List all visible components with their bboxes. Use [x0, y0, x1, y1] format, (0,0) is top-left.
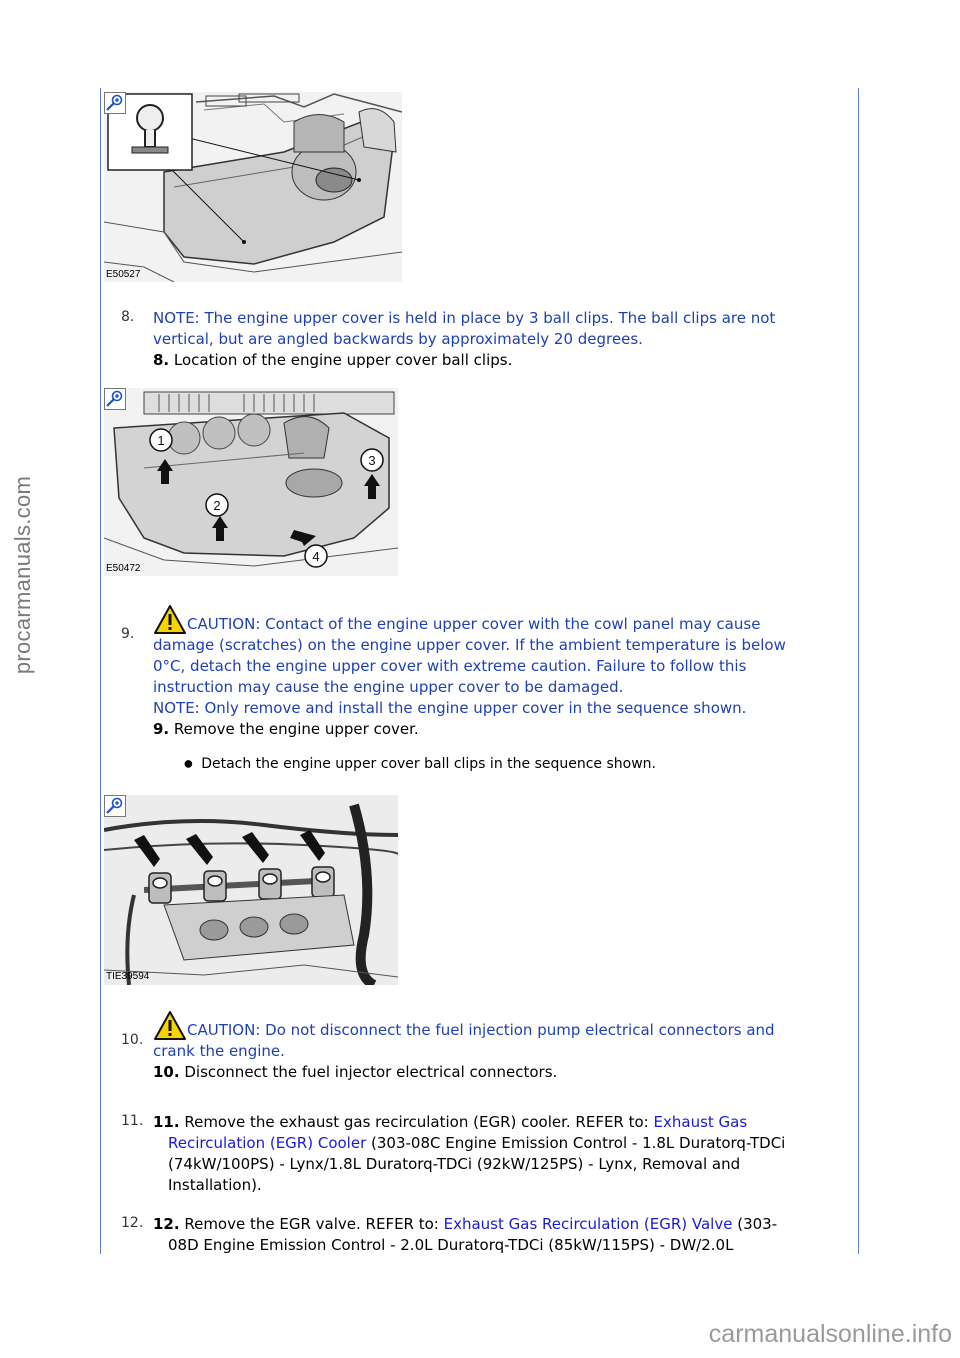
bullet-dot-icon: ● [184, 758, 193, 770]
step-title-number: 11. [153, 1113, 180, 1131]
step-text: (74kW/100PS) - Lynx/1.8L Duratorq-TDCi (92kW/125PS) - Lynx, Removal and [168, 1155, 741, 1173]
figure-ball-clip-locations [104, 388, 398, 576]
caution-line: 0°C, detach the engine upper cover with extreme caution. Failure to follow this [153, 657, 747, 675]
step-9 [153, 604, 853, 740]
zoom-icon[interactable] [104, 92, 126, 114]
bottom-watermark: carmanualsonline.info [708, 1320, 952, 1348]
step-text: (303- [732, 1215, 778, 1233]
step-title-number: 12. [153, 1215, 180, 1233]
step-text: Installation). [168, 1176, 262, 1194]
step-number: 12. [121, 1215, 144, 1231]
caution-line: CAUTION: Do not disconnect the fuel injection pump electrical connectors and [187, 1021, 775, 1039]
note-line: vertical, but are angled backwards by approximately 20 degrees. [153, 330, 643, 348]
step-11 [153, 1112, 853, 1196]
figure-fuel-injector-connectors [104, 795, 398, 985]
warning-icon [153, 1010, 187, 1041]
callout-3: 3 [368, 453, 376, 468]
figure-label: E50472 [106, 563, 141, 574]
step-title-number: 8. [153, 351, 170, 369]
bullet-item [184, 756, 656, 772]
step-title-number: 10. [153, 1063, 180, 1081]
caution-line: CAUTION: Contact of the engine upper cover with the cowl panel may cause [187, 615, 761, 633]
step-number: 9. [121, 626, 135, 642]
warning-icon [153, 604, 187, 635]
step-12 [153, 1214, 853, 1256]
figure-label: E50527 [106, 269, 141, 280]
callout-2: 2 [213, 498, 221, 513]
left-rule [100, 88, 101, 1254]
step-text: (303-08C Engine Emission Control - 1.8L Duratorq-TDCi [366, 1134, 786, 1152]
callout-1: 1 [157, 433, 165, 448]
step-8 [153, 308, 853, 371]
right-rule [858, 88, 859, 1254]
step-title [153, 350, 853, 371]
step-title-text: Remove the engine upper cover. [169, 720, 419, 738]
step-number: 11. [121, 1113, 144, 1129]
side-watermark: procarmanuals.com [10, 475, 35, 675]
figure-label: TIE39594 [106, 971, 150, 982]
egr-cooler-link[interactable]: Recirculation (EGR) Cooler [168, 1134, 367, 1152]
zoom-icon[interactable] [104, 795, 126, 817]
caution-line: instruction may cause the engine upper cover to be damaged. [153, 678, 624, 696]
caution-line: damage (scratches) on the engine upper cover. If the ambient temperature is below [153, 636, 786, 654]
step-text: 08D Engine Emission Control - 2.0L Duratorq-TDCi (85kW/115PS) - DW/2.0L [168, 1236, 734, 1254]
step-number: 8. [121, 309, 135, 325]
step-10 [153, 1010, 853, 1083]
bullet-text: Detach the engine upper cover ball clips in the sequence shown. [201, 756, 656, 772]
callout-4: 4 [312, 549, 320, 564]
note-line: NOTE: The engine upper cover is held in place by 3 ball clips. The ball clips are not [153, 309, 776, 327]
note-line: NOTE: Only remove and install the engine upper cover in the sequence shown. [153, 699, 747, 717]
egr-cooler-link[interactable]: Exhaust Gas [653, 1113, 748, 1131]
step-title-text: Location of the engine upper cover ball clips. [169, 351, 513, 369]
egr-valve-link[interactable]: Exhaust Gas Recirculation (EGR) Valve [443, 1215, 733, 1233]
step-text: Remove the EGR valve. REFER to: [179, 1215, 444, 1233]
step-title-number: 9. [153, 720, 170, 738]
step-number: 10. [121, 1032, 144, 1048]
step-title [153, 1062, 853, 1083]
caution-line: crank the engine. [153, 1042, 285, 1060]
step-text: Remove the exhaust gas recirculation (EGR) cooler. REFER to: [179, 1113, 654, 1131]
figure-engine-cover-clip [104, 92, 402, 282]
step-title [153, 719, 853, 740]
step-title-text: Disconnect the fuel injector electrical connectors. [179, 1063, 558, 1081]
zoom-icon[interactable] [104, 388, 126, 410]
